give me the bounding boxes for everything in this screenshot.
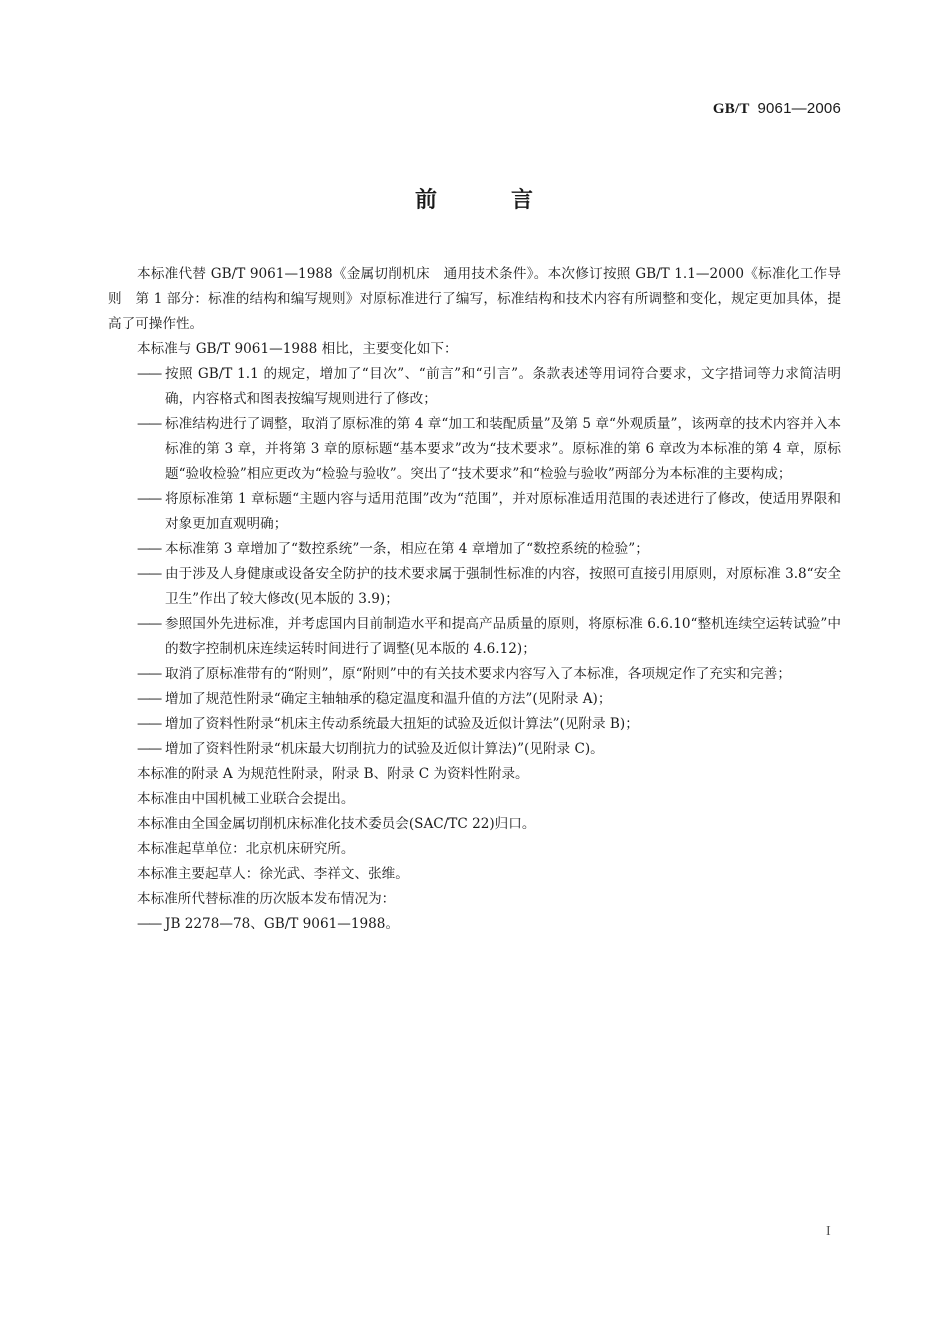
appendix-note: 本标准的附录 A 为规范性附录，附录 B、附录 C 为资料性附录。 xyxy=(137,766,529,782)
changes-list xyxy=(108,362,841,762)
drafters: 本标准主要起草人：徐光武、李祥文、张维。 xyxy=(137,866,409,882)
proposed-by: 本标准由中国机械工业联合会提出。 xyxy=(137,791,355,807)
list-item xyxy=(108,737,841,762)
list-item-text: 取消了原标准带有的“附则”，原“附则”中的有关技术要求内容写入了本标准，各项规定作了充实和完善； xyxy=(165,666,791,682)
dash-marker: —— xyxy=(137,666,161,682)
standard-number: 9061—2006 xyxy=(757,100,841,117)
list-item-text: 增加了规范性附录“确定主轴轴承的稳定温度和温升值的方法”(见附录 A)； xyxy=(165,691,612,707)
document-body xyxy=(108,262,841,937)
list-item-text: 由于涉及人身健康或设备安全防护的技术要求属于强制性标准的内容，按照可直接引用原则，对原标准 3.8“安全卫生”作出了较大修改(见本版的 3.9)； xyxy=(165,566,841,607)
list-item-text: 将原标准第 1 章标题“主题内容与适用范围”改为“范围”，并对原标准适用范围的表述进行了修改，使适用界限和对象更加直观明确； xyxy=(165,491,841,532)
list-item xyxy=(108,537,841,562)
dash-marker: —— xyxy=(137,566,161,582)
dash-marker: —— xyxy=(137,616,161,632)
dash-marker: —— xyxy=(137,716,161,732)
list-item xyxy=(108,487,841,537)
history-item xyxy=(108,912,841,937)
list-item xyxy=(108,612,841,662)
dash-marker: —— xyxy=(137,491,161,507)
list-item xyxy=(108,362,841,412)
list-item xyxy=(108,412,841,487)
standard-code xyxy=(713,100,841,118)
dash-marker: —— xyxy=(137,691,161,707)
page-number: I xyxy=(826,1224,831,1239)
list-item-text: 增加了资料性附录“机床主传动系统最大扭矩的试验及近似计算法”(见附录 B)； xyxy=(165,716,639,732)
dash-marker: —— xyxy=(137,916,161,932)
dash-marker: —— xyxy=(137,366,161,382)
drafting-unit: 本标准起草单位：北京机床研究所。 xyxy=(137,841,355,857)
changes-intro: 本标准与 GB/T 9061—1988 相比，主要变化如下： xyxy=(137,341,458,357)
list-item xyxy=(108,662,841,687)
list-item-text: 本标准第 3 章增加了“数控系统”一条，相应在第 4 章增加了“数控系统的检验”； xyxy=(165,541,649,557)
title-char-1: 前 xyxy=(414,188,439,213)
history-intro: 本标准所代替标准的历次版本发布情况为： xyxy=(137,891,396,907)
list-item-text: 按照 GB/T 1.1 的规定，增加了“目次”、“前言”和“引言”。条款表述等用词符合要求，文字措词等力求简洁明确，内容格式和图表按编写规则进行了修改； xyxy=(165,366,841,407)
list-item xyxy=(108,712,841,737)
list-item xyxy=(108,562,841,612)
standard-prefix: GB/T xyxy=(712,101,750,117)
centralized-by: 本标准由全国金属切削机床标准化技术委员会(SAC/TC 22)归口。 xyxy=(137,816,536,832)
page-title xyxy=(0,183,950,214)
history-text: JB 2278—78、GB/T 9061—1988。 xyxy=(165,916,400,932)
title-char-2: 言 xyxy=(511,188,536,213)
list-item xyxy=(108,687,841,712)
dash-marker: —— xyxy=(137,416,161,432)
list-item-text: 标准结构进行了调整，取消了原标准的第 4 章“加工和装配质量”及第 5 章“外观质量”，该两章的技术内容并入本标准的第 3 章，并将第 3 章的原标题“基本要求”改为“技术要求”。原标准的第 6 章改为本标准的第 4 章，原标题“验收检验”相应更改为“检验与验收”。突出了“技术要求”和“检验与验收”两部分为本标准的主要构成； xyxy=(165,416,841,482)
dash-marker: —— xyxy=(137,741,161,757)
dash-marker: —— xyxy=(137,541,161,557)
list-item-text: 增加了资料性附录“机床最大切削抗力的试验及近似计算法)”(见附录 C)。 xyxy=(165,741,604,757)
intro-paragraph: 本标准代替 GB/T 9061—1988《金属切削机床 通用技术条件》。本次修订按照 GB/T 1.1—2000《标准化工作导则 第 1 部分：标准的结构和编写规则》对原标准进行了编写，标准结构和技术内容有所调整和变化，规定更加具体，提高了可操作性。 xyxy=(108,266,841,332)
list-item-text: 参照国外先进标准，并考虑国内目前制造水平和提高产品质量的原则，将原标准 6.6.10“整机连续空运转试验”中的数字控制机床连续运转时间进行了调整(见本版的 4.6.12)； xyxy=(165,616,841,657)
